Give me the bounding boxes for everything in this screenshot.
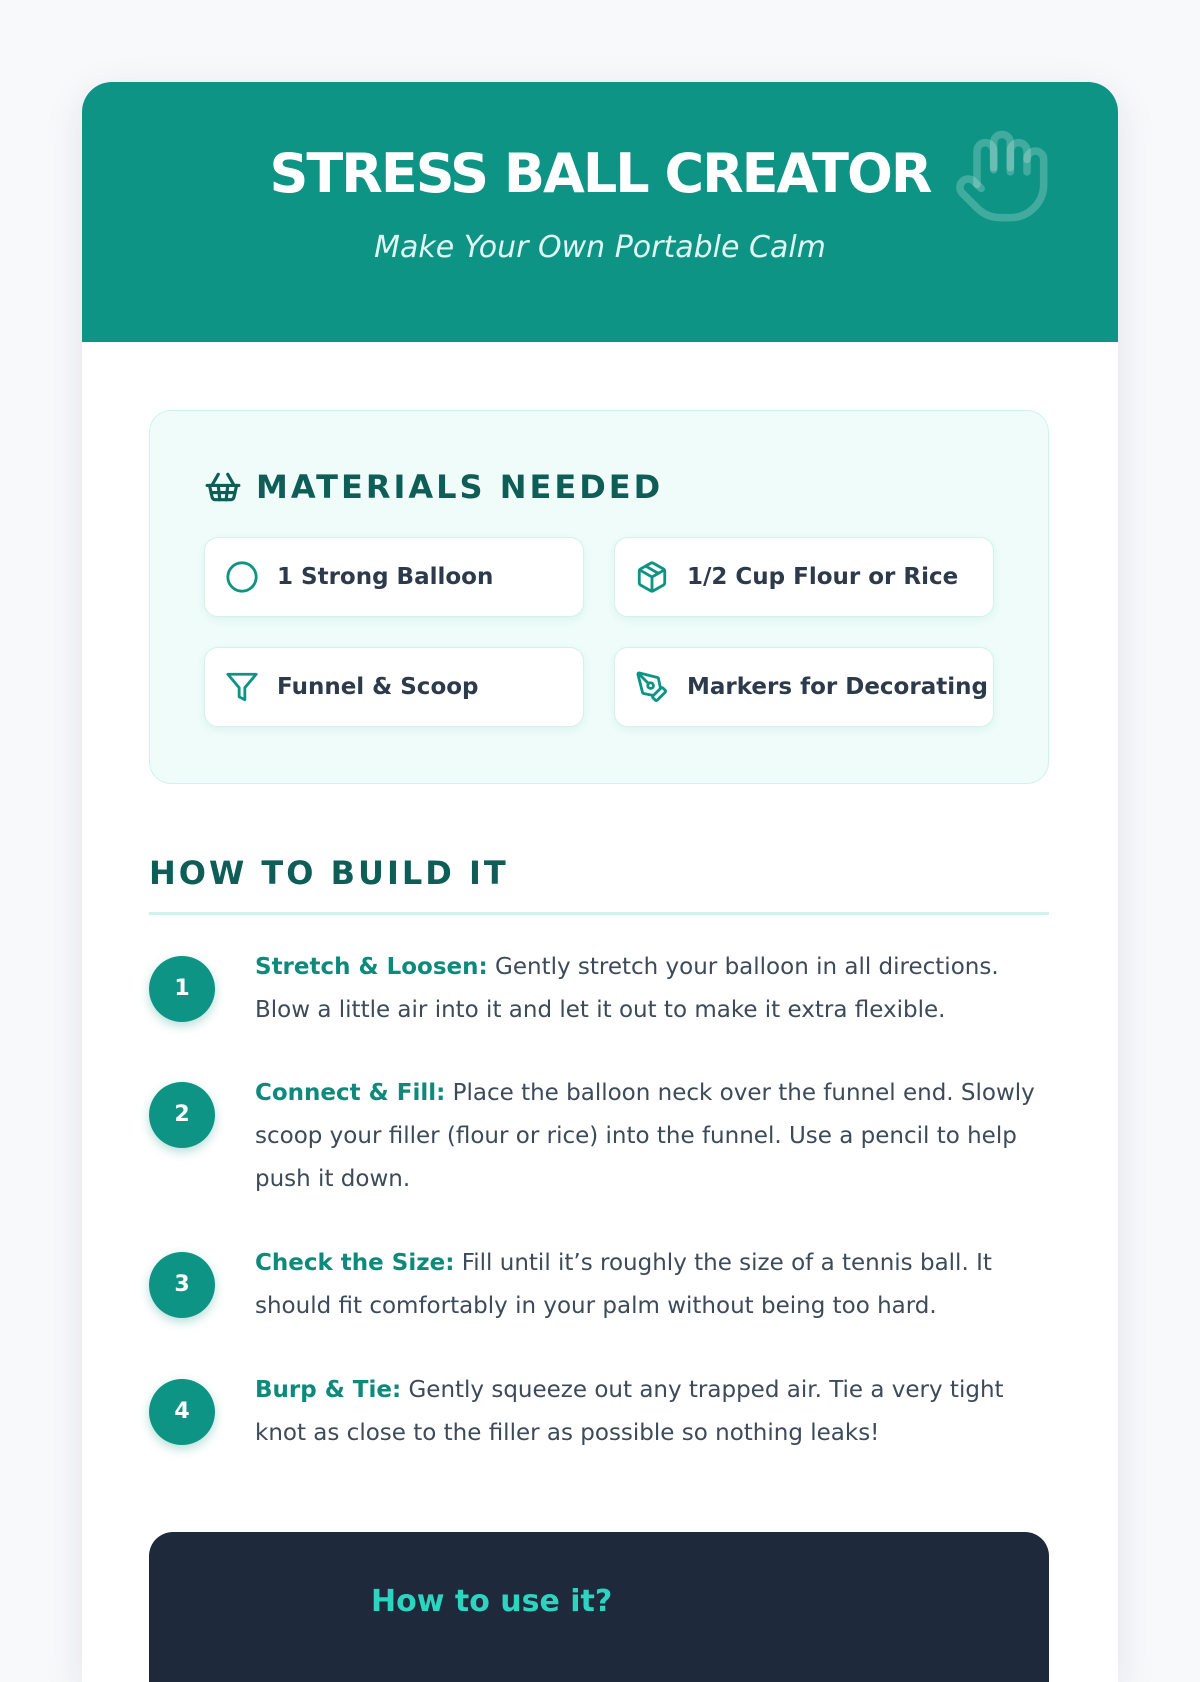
header-banner xyxy=(82,82,1118,342)
materials-header xyxy=(204,469,663,505)
materials-heading: MATERIALS NEEDED xyxy=(256,468,664,506)
step-title: Check the Size: xyxy=(255,1250,455,1276)
divider xyxy=(149,912,1049,915)
step-description: Fill until it’s roughly the size of a tennis ball. It should fit comfortably in your palm without being too hard. xyxy=(255,1250,992,1319)
material-label: Funnel & Scoop xyxy=(277,674,479,700)
steps-heading: HOW TO BUILD IT xyxy=(149,854,509,892)
step-number-badge: 3 xyxy=(149,1252,215,1318)
material-label: 1/2 Cup Flour or Rice xyxy=(687,564,959,590)
page-title: STRESS BALL CREATOR xyxy=(269,142,931,205)
hand-icon xyxy=(952,126,1052,226)
step-text xyxy=(255,1072,1049,1201)
circle-icon xyxy=(225,560,259,594)
instruction-card xyxy=(82,82,1118,1682)
material-label: 1 Strong Balloon xyxy=(277,564,494,590)
usage-panel xyxy=(149,1532,1049,1682)
pen-tool-icon xyxy=(635,670,669,704)
step-title: Burp & Tie: xyxy=(255,1377,402,1403)
step-title: Connect & Fill: xyxy=(255,1080,446,1106)
package-icon xyxy=(635,560,669,594)
step-text xyxy=(255,1369,1049,1455)
step-description: Place the balloon neck over the funnel end. Slowly scoop your filler (flour or rice) into the funnel. Use a pencil to help push it down. xyxy=(255,1080,1035,1192)
material-item-funnel xyxy=(204,647,584,727)
step-title: Stretch & Loosen: xyxy=(255,954,488,980)
page-subtitle: Make Your Own Portable Calm xyxy=(374,230,826,265)
step-text xyxy=(255,946,1049,1032)
step-text xyxy=(255,1242,1049,1328)
step-number-badge: 1 xyxy=(149,956,215,1022)
material-item-filler xyxy=(614,537,994,617)
basket-icon xyxy=(204,468,242,506)
step-description: Gently stretch your balloon in all directions. Blow a little air into it and let it out to make it extra flexible. xyxy=(255,954,999,1023)
step-number-badge: 2 xyxy=(149,1082,215,1148)
material-item-balloon xyxy=(204,537,584,617)
step-number-badge: 4 xyxy=(149,1379,215,1445)
material-item-markers xyxy=(614,647,994,727)
materials-panel xyxy=(149,410,1049,784)
step-description: Gently squeeze out any trapped air. Tie a very tight knot as close to the filler as possible so nothing leaks! xyxy=(255,1377,1004,1446)
usage-heading: How to use it? xyxy=(371,1584,613,1619)
funnel-icon xyxy=(225,670,259,704)
material-label: Markers for Decorating xyxy=(687,674,988,700)
